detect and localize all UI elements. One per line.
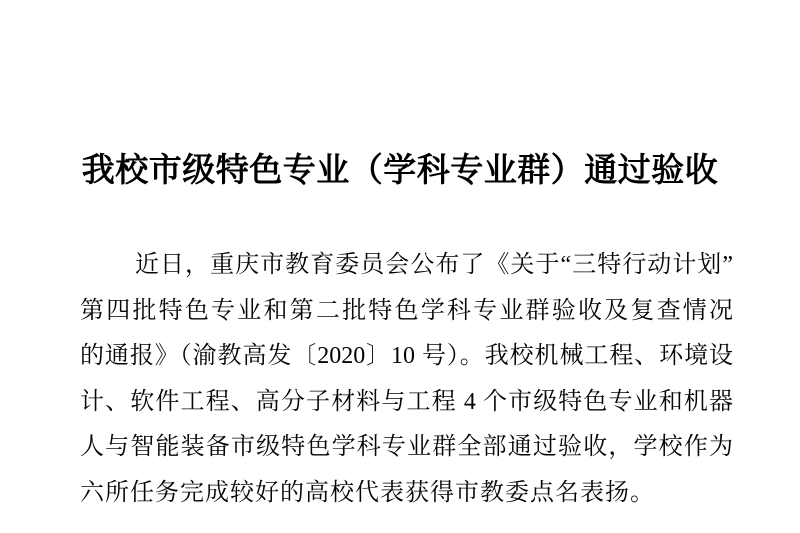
paragraph-line-4: 计、软件工程、高分子材料与工程 4 个市级特色专业和机器 bbox=[80, 388, 733, 415]
article-body bbox=[80, 243, 733, 516]
paragraph-line-6: 六所任务完成较好的高校代表获得市教委点名表扬。 bbox=[80, 479, 655, 506]
article-title: 我校市级特色专业（学科专业群）通过验收 bbox=[81, 151, 719, 188]
paragraph-line-3: 的通报》（渝教高发〔2020〕10 号）。我校机械工程、环境设 bbox=[80, 343, 733, 369]
paragraph-line-5: 人与智能装备市级特色学科专业群全部通过验收，学校作为 bbox=[80, 434, 733, 460]
paragraph-line-1: 近日，重庆市教育委员会公布了《关于“三特行动计划” bbox=[135, 252, 733, 278]
paragraph-line-2: 第四批特色专业和第二批特色学科专业群验收及复查情况 bbox=[80, 297, 733, 324]
